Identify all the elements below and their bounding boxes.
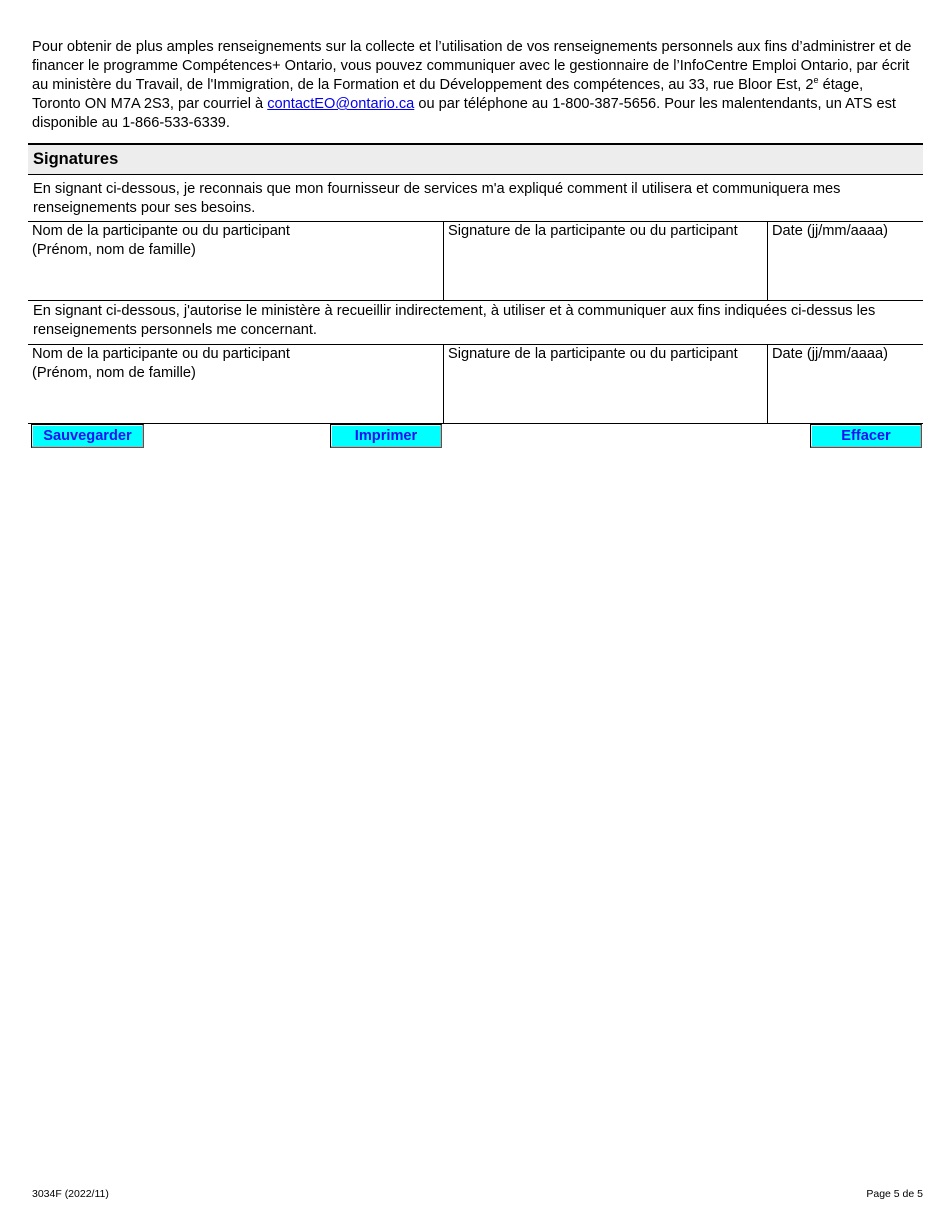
date-label: Date (jj/mm/aaaa) [772,346,888,362]
intro-text-part2: étage, Toronto ON M7A 2S3, par courriel à [32,77,864,112]
signature-row-2 [28,344,923,424]
participant-name-field-2[interactable] [28,345,443,423]
participant-signature-field-2[interactable] [443,345,767,423]
participant-name-label: Nom de la participante ou du participant (Prénom, nom de famille) [32,223,290,258]
date-label: Date (jj/mm/aaaa) [772,223,888,239]
date-field-1[interactable] [767,222,923,300]
participant-signature-field-1[interactable] [443,222,767,300]
print-button[interactable]: Imprimer [330,424,442,448]
signature-row-1 [28,221,923,301]
privacy-info-paragraph [32,38,912,133]
intro-text-part1: Pour obtenir de plus amples renseignements sur la collecte et l’utilisation de vos renseignements personnels aux fins d’administrer et de financer le programme Compétences+ Ontario, vous pouvez communiquer avec le gestionnaire de l’InfoCentre Emploi Ontario, par écrit au ministère du Travail, de l'Immigration, de la Formation et du Développement des compétences, au 33, rue Bloor Est, 2 [32,39,912,93]
signature-label: Signature de la participante ou du participant [448,346,738,362]
signatures-section-header [28,143,923,175]
signature-label: Signature de la participante ou du participant [448,223,738,239]
authorization-statement: En signant ci-dessous, j'autorise le ministère à recueillir indirectement, à utiliser et à communiquer aux fins indiquées ci-dessus les renseignements personnels me concernant. [33,303,876,338]
participant-name-field-1[interactable] [28,222,443,300]
save-button[interactable]: Sauvegarder [31,424,144,448]
signatures-heading: Signatures [33,150,119,168]
acknowledgement-statement: En signant ci-dessous, je reconnais que mon fournisseur de services m'a expliqué comment il utilisera et communiquera mes renseignements pour ses besoins. [33,181,841,216]
page-number: Page 5 de 5 [866,1188,923,1200]
form-number: 3034F (2022/11) [32,1188,109,1200]
floor-superscript: e [813,75,819,86]
intro-text-part3: ou par téléphone au 1-800-387-5656. Pour les malentendants, un ATS est disponible au 1-866-533-6339. [32,96,896,131]
clear-button[interactable]: Effacer [810,424,922,448]
participant-name-label: Nom de la participante ou du participant (Prénom, nom de famille) [32,346,290,381]
date-field-2[interactable] [767,345,923,423]
email-link[interactable]: contactEO@ontario.ca [267,96,415,112]
